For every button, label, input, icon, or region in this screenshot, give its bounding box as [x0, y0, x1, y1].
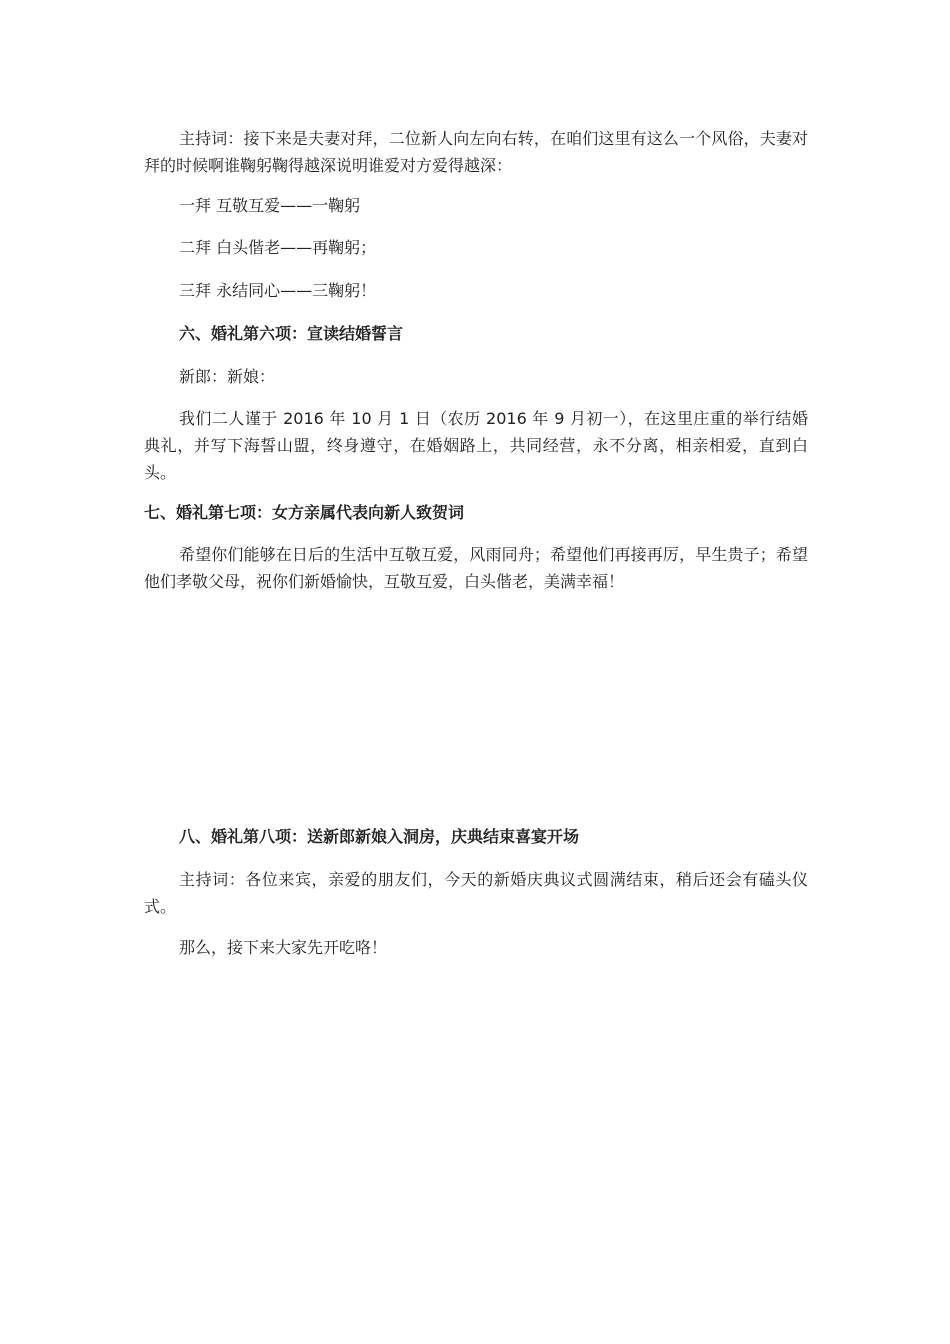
vow-salutation: 新郎：新娘： — [179, 367, 276, 386]
third-bow-line: 三拜 永结同心——三鞠躬！ — [179, 281, 377, 300]
first-bow-line: 一拜 互敬互爱——一鞠躬 — [179, 196, 361, 215]
section-seven-heading: 七、婚礼第七项：女方亲属代表向新人致贺词 — [144, 503, 465, 522]
section-six-heading: 六、婚礼第六项：宣读结婚誓言 — [179, 324, 404, 343]
final-line: 那么，接下来大家先开吃咯！ — [179, 938, 388, 957]
blessing-paragraph: 希望你们能够在日后的生活中互敬互爱，风雨同舟；希望他们再接再厉，早生贵子；希望他们孝敬父母，祝你们新婚愉快，互敬互爱，白头偕老，美满幸福！ — [144, 545, 808, 591]
section-eight-heading: 八、婚礼第八项：送新郎新娘入洞房，庆典结束喜宴开场 — [179, 827, 580, 846]
second-bow-line: 二拜 白头偕老——再鞠躬； — [179, 238, 377, 257]
wedding-vow-paragraph: 我们二人谨于 2016 年 10 月 1 日（农历 2016 年 9 月初一），在这里庄重的举行结婚典礼，并写下海誓山盟，终身遵守，在婚姻路上，共同经营，永不分离，相亲相爱，直到白头。 — [144, 409, 808, 482]
host-speech-paragraph: 主持词：接下来是夫妻对拜，二位新人向左向右转，在咱们这里有这么一个风俗，夫妻对拜的时候啊谁鞠躬鞠得越深说明谁爱对方爱得越深： — [144, 129, 808, 175]
closing-speech-paragraph: 主持词：各位来宾，亲爱的朋友们，今天的新婚庆典议式圆满结束，稍后还会有磕头仪式。 — [144, 870, 808, 916]
